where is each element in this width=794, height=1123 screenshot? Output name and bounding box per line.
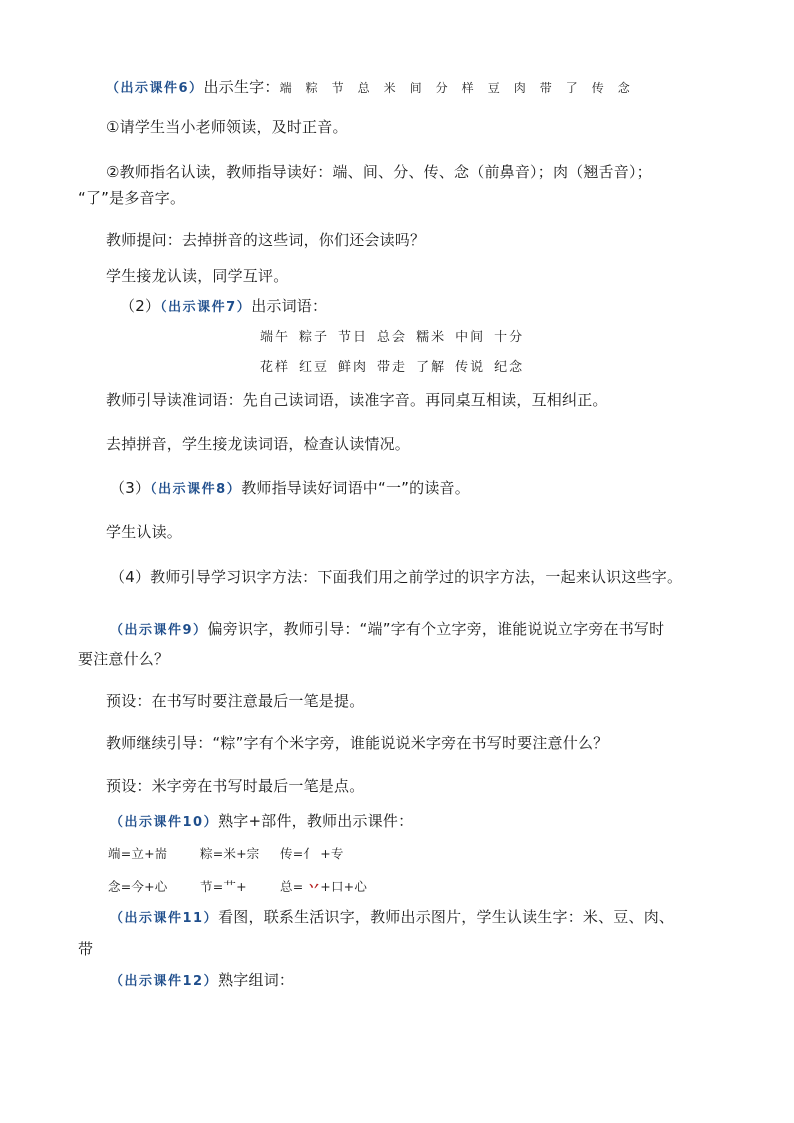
- paragraph: （4）教师引导学习识字方法：下面我们用之前学过的识字方法，一起来认识这些字。: [110, 568, 683, 586]
- formula: 传=亻 +专: [280, 846, 344, 861]
- word-list-row-2: [260, 358, 533, 378]
- word: 传说: [455, 360, 486, 375]
- courseware-9-line: [110, 619, 664, 641]
- paragraph: “了”是多音字。: [78, 189, 186, 207]
- courseware-tag: （出示课件11）: [110, 911, 219, 926]
- instruction-text: 看图，联系生活识字，教师出示图片，学生认读生字：米、豆、肉、: [218, 908, 675, 926]
- courseware-6-line: [106, 77, 644, 99]
- step-number: （3）: [110, 479, 151, 497]
- courseware-10-line: [110, 811, 413, 833]
- word: 粽子: [299, 330, 330, 345]
- paragraph: ①请学生当小老师领读，及时正音。: [106, 118, 348, 136]
- courseware-tag: （出示课件10）: [110, 815, 219, 830]
- word: 纪念: [494, 360, 525, 375]
- formula: 节=艹+: [200, 879, 247, 894]
- paragraph: 学生认读。: [106, 523, 183, 541]
- instruction-text: 熟字组词：: [218, 971, 295, 989]
- paragraph: 教师继续引导：“粽”字有个米字旁，谁能说说米字旁在书写时要注意什么？: [106, 734, 609, 752]
- courseware-tag: （出示课件9）: [110, 623, 208, 638]
- paragraph: 教师提问：去掉拼音的这些词，你们还会读吗？: [106, 231, 426, 249]
- instruction-text: 出示生字：: [203, 78, 280, 96]
- formula: 念=今+心: [108, 879, 168, 894]
- paragraph: ②教师指名认读，教师指导读好：端、间、分、传、念（前鼻音）；肉（翘舌音）；: [106, 163, 652, 181]
- courseware-12-line: [110, 970, 294, 992]
- word: 带走: [377, 360, 408, 375]
- formula: 总= 丷+口+心: [280, 879, 368, 894]
- paragraph: 学生接龙认读，同学互评。: [106, 267, 289, 285]
- paragraph: 要注意什么？: [78, 650, 170, 668]
- word-list-row-1: [260, 328, 533, 348]
- instruction-text: 熟字+部件，教师出示课件：: [218, 812, 414, 830]
- formula-row-2: [108, 877, 367, 897]
- courseware-11-line: [110, 907, 674, 929]
- word: 花样: [260, 360, 291, 375]
- instruction-text: 出示词语：: [251, 297, 328, 315]
- new-characters: 端 粽 节 总 米 间 分 样 豆 肉 带 了 传 念: [279, 81, 632, 95]
- word: 端午: [260, 330, 291, 345]
- courseware-7-line: [120, 296, 327, 318]
- word: 了解: [416, 360, 447, 375]
- formula: 粽=米+宗: [200, 846, 260, 861]
- radical-mark: 丷: [307, 879, 321, 894]
- formula: 端=立+耑: [108, 846, 168, 861]
- formula-row-1: [108, 844, 344, 864]
- paragraph: 去掉拼音，学生接龙读词语，检查认读情况。: [106, 435, 411, 453]
- word: 鲜肉: [338, 360, 369, 375]
- paragraph: 预设：米字旁在书写时最后一笔是点。: [106, 777, 365, 795]
- paragraph: 教师引导读准词语：先自己读词语，读准字音。再同桌互相读，互相纠正。: [106, 391, 608, 409]
- paragraph: 预设：在书写时要注意最后一笔是提。: [106, 692, 365, 710]
- word: 红豆: [299, 360, 330, 375]
- step-number: （2）: [120, 297, 161, 315]
- paragraph: 带: [78, 940, 94, 958]
- instruction-text: 偏旁识字，教师引导：“端”字有个立字旁，谁能说说立字旁在书写时: [207, 620, 665, 638]
- word: 糯米: [416, 330, 447, 345]
- courseware-tag: （出示课件7）: [160, 300, 252, 315]
- courseware-tag: （出示课件6）: [106, 81, 204, 96]
- word: 十分: [494, 330, 525, 345]
- word: 中间: [455, 330, 486, 345]
- courseware-8-line: [110, 478, 470, 500]
- courseware-tag: （出示课件8）: [150, 482, 242, 497]
- word: 节日: [338, 330, 369, 345]
- word: 总会: [377, 330, 408, 345]
- instruction-text: 教师指导读好词语中“一”的读音。: [241, 479, 470, 497]
- courseware-tag: （出示课件12）: [110, 974, 219, 989]
